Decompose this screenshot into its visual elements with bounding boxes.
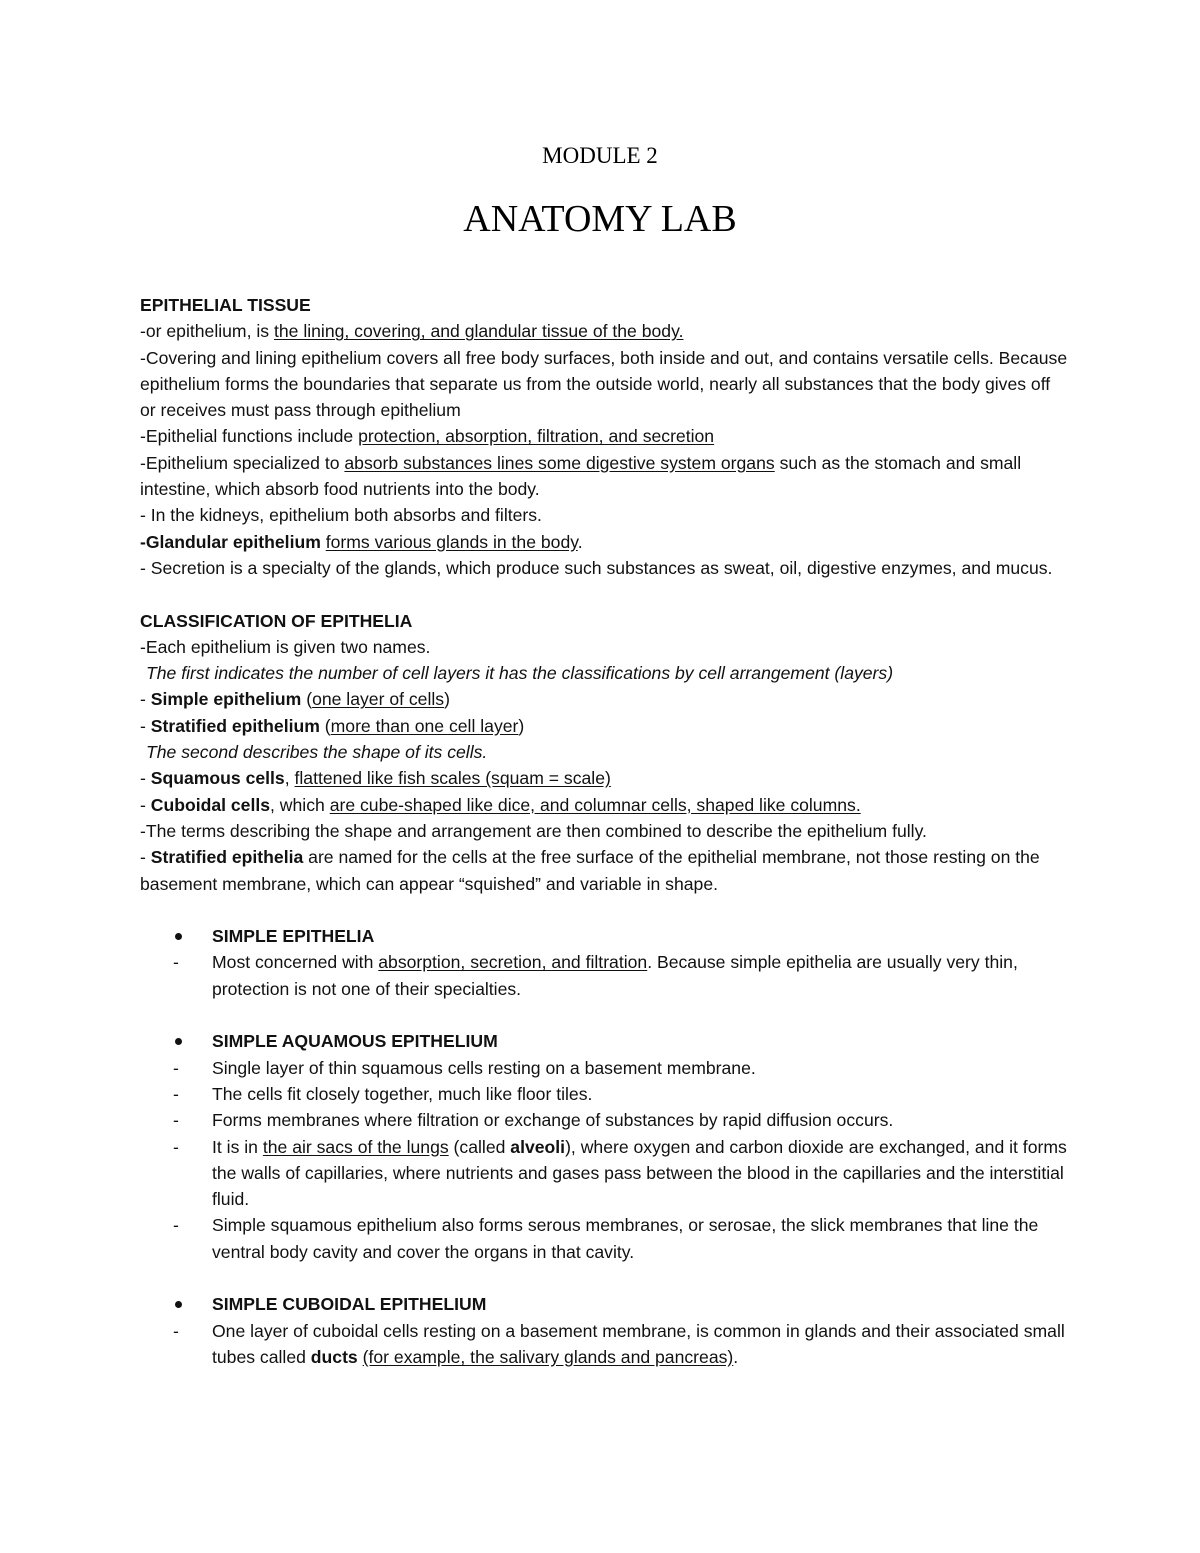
paragraph-line: - Secretion is a specialty of the glands, which produce such substances as sweat, oil, digestive enzymes, and mucus. — [140, 557, 1053, 578]
list-item: - One layer of cuboidal cells resting on a basement membrane, is common in glands and their associated small tubes called ducts (for example, the salivary glands and pancreas). — [140, 1318, 1070, 1371]
paragraph-line: - Stratified epithelium (more than one cell layer) — [140, 715, 525, 736]
section-heading-classification: CLASSIFICATION OF EPITHELIA — [140, 610, 413, 631]
dash-marker: - — [173, 1320, 179, 1341]
dash-marker: - — [173, 1215, 179, 1236]
paragraph-line: -Epithelium specialized to absorb substances lines some digestive system organs such as the stomach and small intestine, which absorb food nutrients into the body. — [140, 452, 1022, 500]
paragraph-line: - Stratified epithelia are named for the cells at the free surface of the epithelial membrane, not those resting on the basement membrane, which can appear “squished” and variable in shape. — [140, 847, 1040, 894]
section-heading-epithelial-tissue: EPITHELIAL TISSUE — [140, 295, 311, 315]
module-label: MODULE 2 — [542, 143, 658, 168]
paragraph-line: -Epithelial functions include protection, absorption, filtration, and secretion — [140, 426, 715, 447]
page-title: ANATOMY LAB — [463, 198, 737, 240]
list-item: - The cells fit closely together, much like floor tiles. — [140, 1081, 1070, 1107]
paragraph-line: - In the kidneys, epithelium both absorbs and filters. — [140, 505, 542, 526]
bullet-heading-simple-cuboidal: SIMPLE CUBOIDAL EPITHELIUM — [140, 1291, 1070, 1317]
italic-note: The first indicates the number of cell layers it has the classifications by cell arrangement (layers) — [146, 663, 894, 684]
spacer — [140, 581, 1070, 607]
dash-marker: - — [173, 952, 179, 973]
dash-marker: - — [173, 1057, 179, 1078]
dash-marker: - — [173, 1083, 179, 1104]
bullet-heading-simple-squamous: SIMPLE AQUAMOUS EPITHELIUM — [140, 1028, 1070, 1054]
spacer — [140, 1002, 1070, 1028]
list-item: - Most concerned with absorption, secretion, and filtration. Because simple epithelia are usually very thin, protection is not one of their specialties. — [140, 949, 1070, 1002]
paragraph-line: -The terms describing the shape and arrangement are then combined to describe the epithelium fully. — [140, 820, 927, 841]
paragraph-line: - Simple epithelium (one layer of cells) — [140, 689, 450, 710]
document-body — [140, 292, 1070, 1370]
paragraph-line: -Glandular epithelium forms various glands in the body. — [140, 531, 583, 552]
list-item: - Simple squamous epithelium also forms serous membranes, or serosae, the slick membranes that line the ventral body cavity and cover the organs in that cavity. — [140, 1212, 1070, 1265]
paragraph-line: -Covering and lining epithelium covers all free body surfaces, both inside and out, and contains versatile cells. Because epithelium forms the boundaries that separate us from the outside world, nearly all substances that the body gives off or receives must pass through epithelium — [140, 347, 1068, 421]
bullet-heading-simple-epithelia: SIMPLE EPITHELIA — [140, 923, 1070, 949]
dash-marker: - — [173, 1136, 179, 1157]
paragraph-line: - Squamous cells, flattened like fish scales (squam = scale) — [140, 768, 611, 789]
paragraph-line: - Cuboidal cells, which are cube-shaped like dice, and columnar cells, shaped like columns. — [140, 794, 861, 815]
list-item: - Forms membranes where filtration or exchange of substances by rapid diffusion occurs. — [140, 1107, 1070, 1133]
list-item: - It is in the air sacs of the lungs (called alveoli), where oxygen and carbon dioxide are exchanged, and it forms the walls of capillaries, where nutrients and gases pass between the blood in the capillaries and the interstitial fluid. — [140, 1134, 1070, 1213]
title-block — [0, 138, 1200, 244]
list-item: - Single layer of thin squamous cells resting on a basement membrane. — [140, 1055, 1070, 1081]
spacer — [140, 1265, 1070, 1291]
italic-note: The second describes the shape of its cells. — [146, 742, 488, 763]
bullet-icon — [175, 933, 182, 940]
dash-marker: - — [173, 1110, 179, 1131]
paragraph-line: -Each epithelium is given two names. — [140, 636, 431, 657]
bullet-icon — [175, 1301, 182, 1308]
paragraph-line: -or epithelium, is the lining, covering, and glandular tissue of the body. — [140, 321, 684, 342]
bullet-icon — [175, 1038, 182, 1045]
spacer — [140, 897, 1070, 923]
